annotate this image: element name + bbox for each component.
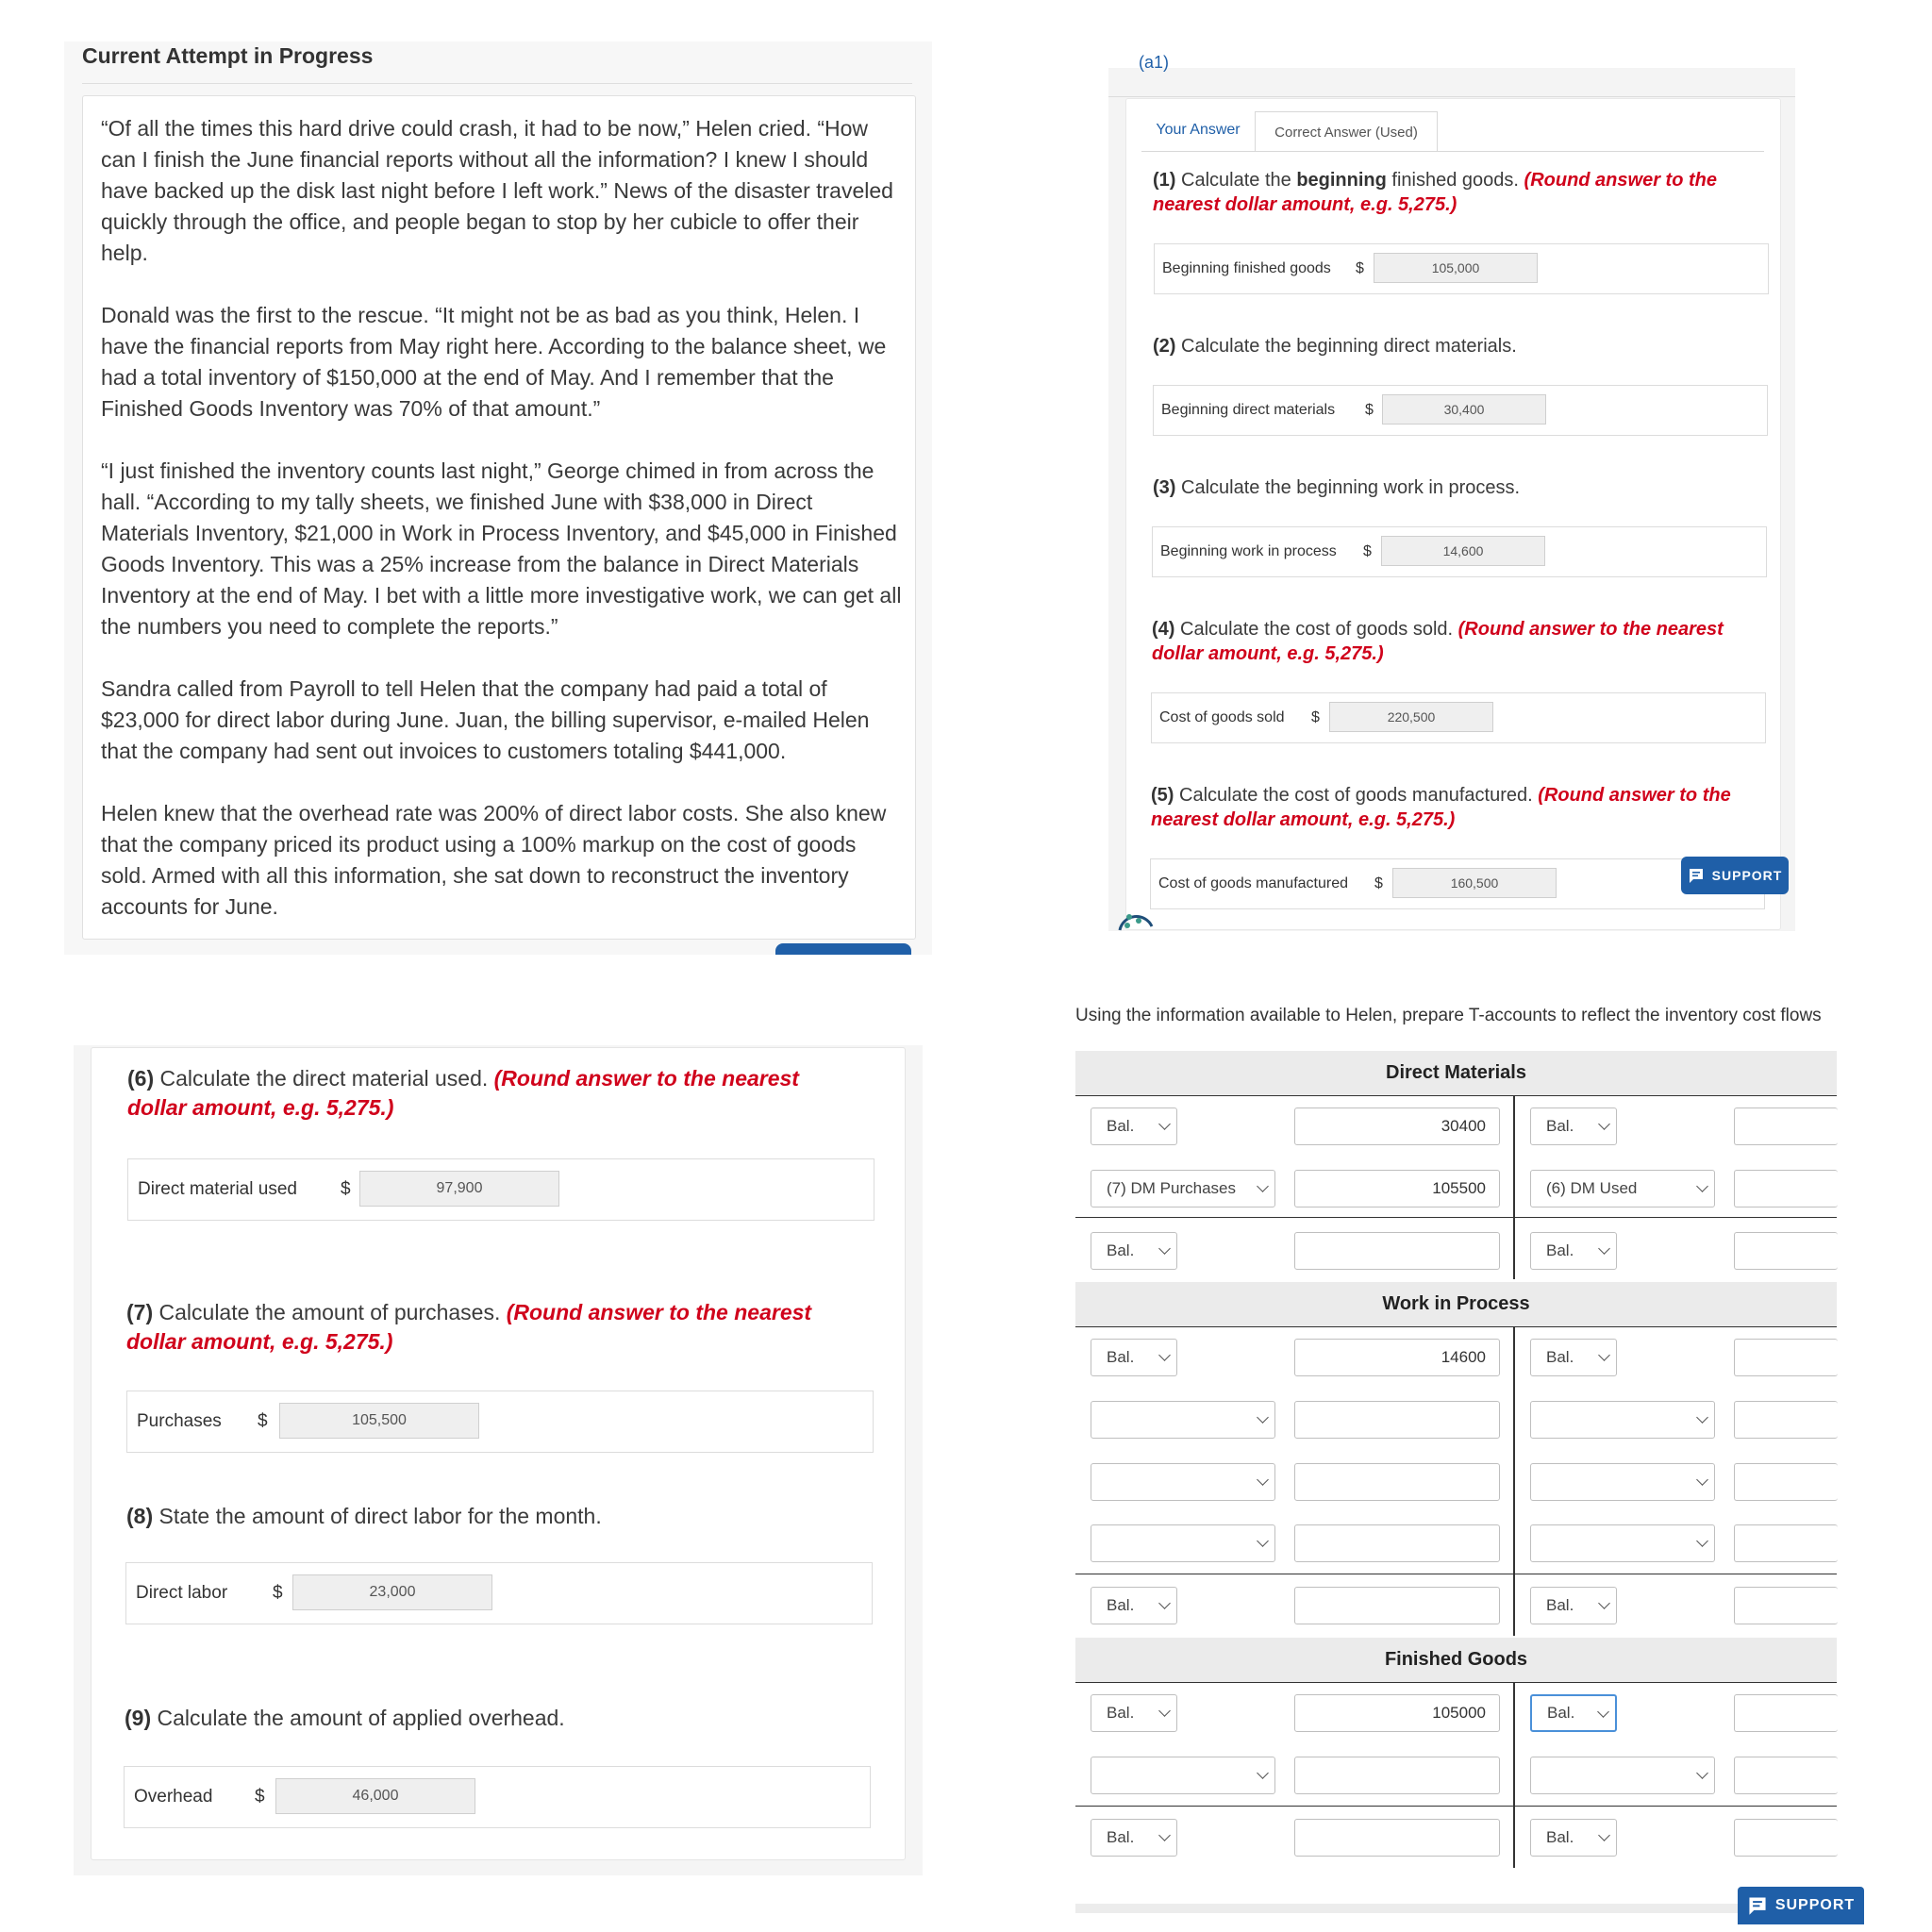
- chevron-down-icon: [1598, 1349, 1610, 1361]
- question-text: Calculate the cost of goods sold.: [1180, 619, 1454, 640]
- fg-right-account-select[interactable]: [1530, 1819, 1617, 1857]
- select-value: (7) DM Purchases: [1107, 1179, 1236, 1197]
- question-number: (2): [1153, 336, 1176, 357]
- currency-symbol: $: [1365, 402, 1374, 418]
- rounding-hint: (Round answer to the nearest dollar amount, e.g. 5,275.): [1152, 619, 1724, 664]
- answer-row-beginning-work-in-process: [1152, 526, 1767, 577]
- part-label: (a1): [1139, 53, 1170, 72]
- chevron-down-icon: [1257, 1411, 1269, 1424]
- t-divider: [1513, 1683, 1515, 1806]
- t-accounts-instruction: Using the information available to Helen, prepare T-accounts to reflect the inventory cost flows: [1075, 1006, 1822, 1025]
- question-text: Calculate the amount of applied overhead.: [157, 1706, 565, 1730]
- rounding-hint: (Round answer to the nearest dollar amount, e.g. 5,275.): [1153, 170, 1717, 215]
- story-paragraph: Donald was the first to the rescue. “It might not be as bad as you think, Helen. I have the financial reports from May right here. According to the balance sheet, we had a total inventory of $150,000 at the end of May. And I remember that the Finished Goods Inventory was 70% of that amount.”: [101, 303, 887, 421]
- chat-icon: [1747, 1895, 1768, 1916]
- select-value: Bal.: [1107, 1117, 1135, 1135]
- wip-right-amount-input[interactable]: [1734, 1401, 1838, 1439]
- overhead-input[interactable]: 46,000: [275, 1778, 475, 1814]
- wip-right-amount-input[interactable]: [1734, 1463, 1838, 1501]
- chevron-down-icon: [1598, 1118, 1610, 1130]
- chevron-down-icon: [1598, 1597, 1610, 1609]
- t-divider: [1513, 1096, 1515, 1217]
- fg-left-amount-input[interactable]: 105000: [1294, 1694, 1500, 1732]
- answer-label: Cost of goods manufactured: [1158, 875, 1349, 891]
- rounding-hint: (Round answer to the nearest dollar amount, e.g. 5,275.): [126, 1300, 812, 1354]
- t-rule: [1075, 1217, 1837, 1218]
- question-6: [127, 1064, 863, 1123]
- dm-right-account-select[interactable]: [1530, 1170, 1715, 1208]
- select-value: Bal.: [1107, 1596, 1135, 1614]
- question-number: (6): [127, 1066, 155, 1091]
- select-value: Bal.: [1107, 1241, 1135, 1259]
- select-value: Bal.: [1546, 1348, 1574, 1366]
- fg-right-account-select[interactable]: [1530, 1757, 1715, 1794]
- cost-of-goods-sold-input[interactable]: 220,500: [1329, 702, 1493, 732]
- question-7: [126, 1298, 862, 1357]
- chevron-down-icon: [1158, 1705, 1171, 1717]
- question-4: [1152, 617, 1765, 666]
- chevron-down-icon: [1696, 1180, 1708, 1192]
- support-label: SUPPORT: [1774, 1897, 1856, 1913]
- wip-left-account-select[interactable]: [1091, 1463, 1275, 1501]
- wip-left-amount-input[interactable]: [1294, 1401, 1500, 1439]
- dm-right-account-select[interactable]: [1530, 1108, 1617, 1145]
- purchases-input[interactable]: 105,500: [279, 1403, 479, 1439]
- chevron-down-icon: [1158, 1829, 1171, 1841]
- wip-left-amount-input[interactable]: 14600: [1294, 1339, 1500, 1376]
- question-text: Calculate the beginning direct materials.: [1181, 336, 1517, 357]
- question-text: Calculate the beginning work in process.: [1181, 477, 1521, 498]
- fg-left-account-select[interactable]: [1091, 1819, 1177, 1857]
- wip-right-account-select[interactable]: [1530, 1463, 1715, 1501]
- story-card: [82, 95, 916, 940]
- chevron-down-icon: [1158, 1597, 1171, 1609]
- currency-symbol: $: [273, 1583, 283, 1603]
- dm-right-amount-input[interactable]: [1734, 1232, 1838, 1270]
- question-text: Calculate the direct material used.: [159, 1066, 489, 1091]
- dm-left-amount-input[interactable]: [1294, 1232, 1500, 1270]
- select-value: (6) DM Used: [1546, 1179, 1638, 1197]
- t-rule: [1075, 1806, 1837, 1807]
- answer-label: Beginning finished goods: [1162, 260, 1331, 276]
- fg-right-amount-input[interactable]: [1734, 1819, 1838, 1857]
- wip-right-amount-input[interactable]: [1734, 1524, 1838, 1562]
- answer-label: Overhead: [134, 1787, 213, 1807]
- t-divider: [1513, 1807, 1515, 1868]
- dm-left-account-select[interactable]: [1091, 1232, 1177, 1270]
- wip-right-account-select[interactable]: [1530, 1587, 1617, 1624]
- answer-row-beginning-direct-materials: [1153, 385, 1768, 436]
- chevron-down-icon: [1696, 1767, 1708, 1779]
- fg-right-amount-input[interactable]: [1734, 1757, 1838, 1794]
- support-label: SUPPORT: [1711, 868, 1783, 883]
- fg-right-amount-input[interactable]: [1734, 1694, 1838, 1732]
- question-text: Calculate the amount of purchases.: [158, 1300, 501, 1324]
- story-text: [101, 113, 903, 954]
- question-8: [126, 1502, 862, 1531]
- finished-goods-header: Finished Goods: [1075, 1638, 1837, 1683]
- answer-label: Direct labor: [136, 1583, 228, 1603]
- fg-left-amount-input[interactable]: [1294, 1819, 1500, 1857]
- question-text: Calculate the cost of goods manufactured.: [1179, 785, 1533, 806]
- question-text: Calculate the: [1181, 170, 1297, 191]
- t-divider: [1513, 1574, 1515, 1636]
- dm-left-account-select[interactable]: [1091, 1108, 1177, 1145]
- chevron-down-icon: [1257, 1767, 1269, 1779]
- chevron-down-icon: [1158, 1242, 1171, 1255]
- select-value: Bal.: [1546, 1828, 1574, 1846]
- chevron-down-icon: [1598, 1829, 1610, 1841]
- chevron-down-icon: [1257, 1180, 1269, 1192]
- question-3: [1153, 475, 1766, 500]
- answer-row-purchases: [126, 1391, 874, 1453]
- select-value: Bal.: [1546, 1117, 1574, 1135]
- story-paragraph: “Of all the times this hard drive could crash, it had to be now,” Helen cried. “How can I finish the June financial reports without all the information? I knew I should have backed up the disk last night before I left work.” News of the disaster traveled quickly through the office, and people began to stop by her cubicle to offer their help.: [101, 116, 893, 265]
- chevron-down-icon: [1696, 1474, 1708, 1486]
- page-title: Current Attempt in Progress: [82, 43, 374, 68]
- t-divider: [1513, 1327, 1515, 1574]
- fg-left-account-select[interactable]: [1091, 1694, 1177, 1732]
- story-paragraph: Sandra called from Payroll to tell Helen that the company had paid a total of $23,000 for direct labor during June. Juan, the billing supervisor, e-mailed Helen that the company had sent out invoices to customers totaling $441,000.: [101, 676, 870, 763]
- answer-row-beginning-finished-goods: [1154, 243, 1769, 294]
- dm-right-amount-input[interactable]: [1734, 1108, 1838, 1145]
- select-value: Bal.: [1546, 1241, 1574, 1259]
- beginning-finished-goods-input[interactable]: 105,000: [1374, 253, 1538, 283]
- answer-row-overhead: [124, 1766, 871, 1828]
- currency-symbol: $: [1363, 543, 1372, 559]
- currency-symbol: $: [258, 1411, 268, 1431]
- answer-row-direct-labor: [125, 1562, 873, 1624]
- tab-your-answer[interactable]: Your Answer: [1156, 122, 1241, 138]
- dm-left-amount-input[interactable]: 30400: [1294, 1108, 1500, 1145]
- support-button[interactable]: [1738, 1887, 1864, 1924]
- accessibility-icon[interactable]: [1116, 904, 1156, 937]
- question-emphasis: beginning: [1296, 170, 1387, 191]
- answer-label: Purchases: [137, 1411, 222, 1431]
- question-number: (8): [126, 1504, 154, 1528]
- direct-material-used-input[interactable]: 97,900: [359, 1171, 559, 1207]
- wip-right-account-select[interactable]: [1530, 1339, 1617, 1376]
- answer-label: Beginning work in process: [1160, 543, 1337, 559]
- t-divider: [1513, 1218, 1515, 1279]
- currency-symbol: $: [1356, 260, 1364, 276]
- chevron-down-icon: [1597, 1706, 1609, 1718]
- select-value: Bal.: [1107, 1828, 1135, 1846]
- work-in-process-header: Work in Process: [1075, 1282, 1837, 1327]
- partial-button[interactable]: [775, 943, 911, 955]
- dm-right-amount-input[interactable]: [1734, 1170, 1838, 1208]
- dm-left-account-select[interactable]: [1091, 1170, 1275, 1208]
- fg-right-account-select[interactable]: [1530, 1694, 1617, 1732]
- question-text: finished goods.: [1386, 170, 1519, 191]
- currency-symbol: $: [255, 1787, 265, 1807]
- chevron-down-icon: [1257, 1474, 1269, 1486]
- select-value: Bal.: [1546, 1596, 1574, 1614]
- question-text: State the amount of direct labor for the month.: [158, 1504, 602, 1528]
- footer-bar: [1075, 1904, 1792, 1913]
- question-1: [1153, 168, 1766, 217]
- wip-left-account-select[interactable]: [1091, 1524, 1275, 1562]
- question-9: [125, 1704, 860, 1733]
- question-2: [1153, 334, 1766, 358]
- wip-right-account-select[interactable]: [1530, 1524, 1715, 1562]
- chevron-down-icon: [1696, 1411, 1708, 1424]
- answer-row-cost-of-goods-manufactured: [1150, 858, 1765, 909]
- question-number: (7): [126, 1300, 154, 1324]
- question-number: (3): [1153, 477, 1176, 498]
- question-number: (4): [1152, 619, 1175, 640]
- question-number: (1): [1153, 170, 1176, 191]
- story-paragraph: Helen knew that the overhead rate was 200% of direct labor costs. She also knew that the company priced its product using a 100% markup on the cost of goods sold. Armed with all this information, she sat down to reconstruct the inventory accounts for June.: [101, 801, 887, 919]
- wip-right-amount-input[interactable]: [1734, 1587, 1838, 1624]
- wip-left-amount-input[interactable]: [1294, 1463, 1500, 1501]
- direct-materials-header: Direct Materials: [1075, 1051, 1837, 1096]
- direct-labor-input[interactable]: 23,000: [292, 1574, 492, 1610]
- wip-left-account-select[interactable]: [1091, 1401, 1275, 1439]
- beginning-work-in-process-input[interactable]: 14,600: [1381, 536, 1545, 566]
- wip-left-account-select[interactable]: [1091, 1587, 1177, 1624]
- answer-label: Cost of goods sold: [1159, 709, 1285, 725]
- question-5: [1151, 783, 1764, 832]
- question-number: (5): [1151, 785, 1174, 806]
- rounding-hint: (Round answer to the nearest dollar amount, e.g. 5,275.): [1151, 785, 1731, 830]
- support-button[interactable]: [1681, 857, 1789, 894]
- select-value: Bal.: [1107, 1704, 1135, 1722]
- chat-icon: [1688, 867, 1705, 884]
- currency-symbol: $: [1311, 709, 1320, 725]
- wip-right-account-select[interactable]: [1530, 1401, 1715, 1439]
- answer-label: Beginning direct materials: [1161, 402, 1336, 418]
- cost-of-goods-manufactured-input[interactable]: 160,500: [1392, 868, 1557, 898]
- chevron-down-icon: [1598, 1242, 1610, 1255]
- dm-left-amount-input[interactable]: 105500: [1294, 1170, 1500, 1208]
- answer-row-cost-of-goods-sold: [1151, 692, 1766, 743]
- select-value: Bal.: [1547, 1704, 1575, 1722]
- answer-label: Direct material used: [138, 1179, 297, 1199]
- chevron-down-icon: [1158, 1118, 1171, 1130]
- dm-right-account-select[interactable]: [1530, 1232, 1617, 1270]
- question-number: (9): [125, 1706, 152, 1730]
- currency-symbol: $: [341, 1179, 351, 1199]
- chevron-down-icon: [1257, 1535, 1269, 1547]
- beginning-direct-materials-input[interactable]: 30,400: [1382, 394, 1546, 425]
- fg-left-account-select[interactable]: [1091, 1757, 1275, 1794]
- tab-correct-answer[interactable]: Correct Answer (Used): [1255, 111, 1438, 152]
- currency-symbol: $: [1374, 875, 1383, 891]
- story-paragraph: “I just finished the inventory counts last night,” George chimed in from across the hall. “According to my tally sheets, we finished June with $38,000 in Direct Materials Inventory, $21,000 in Work in Process Inventory, and $45,000 in Finished Goods Inventory. This was a 25% increase from the balance in Direct Materials Inventory at the end of May. I bet with a little more investigative work, we can get all the numbers you need to complete the reports.”: [101, 458, 902, 639]
- fg-left-amount-input[interactable]: [1294, 1757, 1500, 1794]
- wip-left-amount-input[interactable]: [1294, 1587, 1500, 1624]
- answer-row-direct-material-used: [127, 1158, 874, 1221]
- rounding-hint: (Round answer to the nearest dollar amount, e.g. 5,275.): [127, 1066, 799, 1120]
- select-value: Bal.: [1107, 1348, 1135, 1366]
- chevron-down-icon: [1696, 1535, 1708, 1547]
- chevron-down-icon: [1158, 1349, 1171, 1361]
- wip-left-amount-input[interactable]: [1294, 1524, 1500, 1562]
- wip-right-amount-input[interactable]: [1734, 1339, 1838, 1376]
- wip-left-account-select[interactable]: [1091, 1339, 1177, 1376]
